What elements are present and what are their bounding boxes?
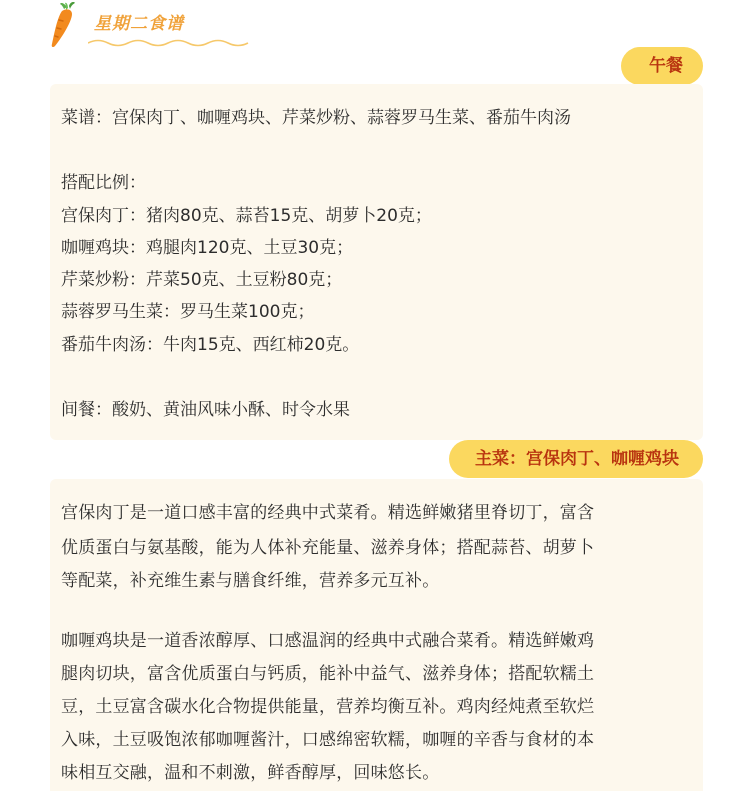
ratio-item: 芹菜炒粉：芹菜50克、土豆粉80克； xyxy=(61,270,343,290)
paragraph-line: 宫保肉丁是一道口感丰富的经典中式菜肴。精选鲜嫩猪里脊切丁，富含 xyxy=(61,503,595,523)
page-header xyxy=(44,0,344,50)
ratio-heading: 搭配比例： xyxy=(61,173,146,193)
paragraph-line: 咖喱鸡块是一道香浓醇厚、口感温润的经典中式融合菜肴。精选鲜嫩鸡 xyxy=(61,631,595,651)
page-title: 星期二食谱 xyxy=(94,14,184,34)
snack-text: 间餐：酸奶、黄油风味小酥、时令水果 xyxy=(61,400,350,420)
paragraph-line: 豆，土豆富含碳水化合物提供能量，营养均衡互补。鸡肉经炖煮至软烂 xyxy=(61,697,595,717)
ratio-item: 番茄牛肉汤：牛肉15克、西红柿20克。 xyxy=(61,335,360,355)
main-dish-card xyxy=(50,479,703,791)
section-label-main-dish: 主菜：宫保肉丁、咖喱鸡块 xyxy=(449,440,703,478)
paragraph-line: 优质蛋白与氨基酸，能为人体补充能量、滋养身体；搭配蒜苔、胡萝卜 xyxy=(61,538,595,558)
menu-text: 菜谱：宫保肉丁、咖喱鸡块、芹菜炒粉、蒜蓉罗马生菜、番茄牛肉汤 xyxy=(61,108,571,128)
section-label-lunch: 午餐 xyxy=(621,47,703,85)
ratio-item: 蒜蓉罗马生菜：罗马生菜100克； xyxy=(61,302,315,322)
paragraph-line: 味相互交融，温和不刺激，鲜香醇厚，回味悠长。 xyxy=(61,763,440,783)
carrot-icon xyxy=(48,2,78,48)
ratio-item: 宫保肉丁：猪肉80克、蒜苔15克、胡萝卜20克； xyxy=(61,206,432,226)
paragraph-line: 入味，土豆吸饱浓郁咖喱酱汁，口感绵密软糯，咖喱的辛香与食材的本 xyxy=(61,730,595,750)
paragraph-line: 腿肉切块，富含优质蛋白与钙质，能补中益气、滋养身体；搭配软糯土 xyxy=(61,664,595,684)
title-underline xyxy=(88,38,258,48)
ratio-item: 咖喱鸡块：鸡腿肉120克、土豆30克； xyxy=(61,238,354,258)
paragraph-line: 等配菜，补充维生素与膳食纤维，营养多元互补。 xyxy=(61,571,440,591)
lunch-card xyxy=(50,84,703,440)
